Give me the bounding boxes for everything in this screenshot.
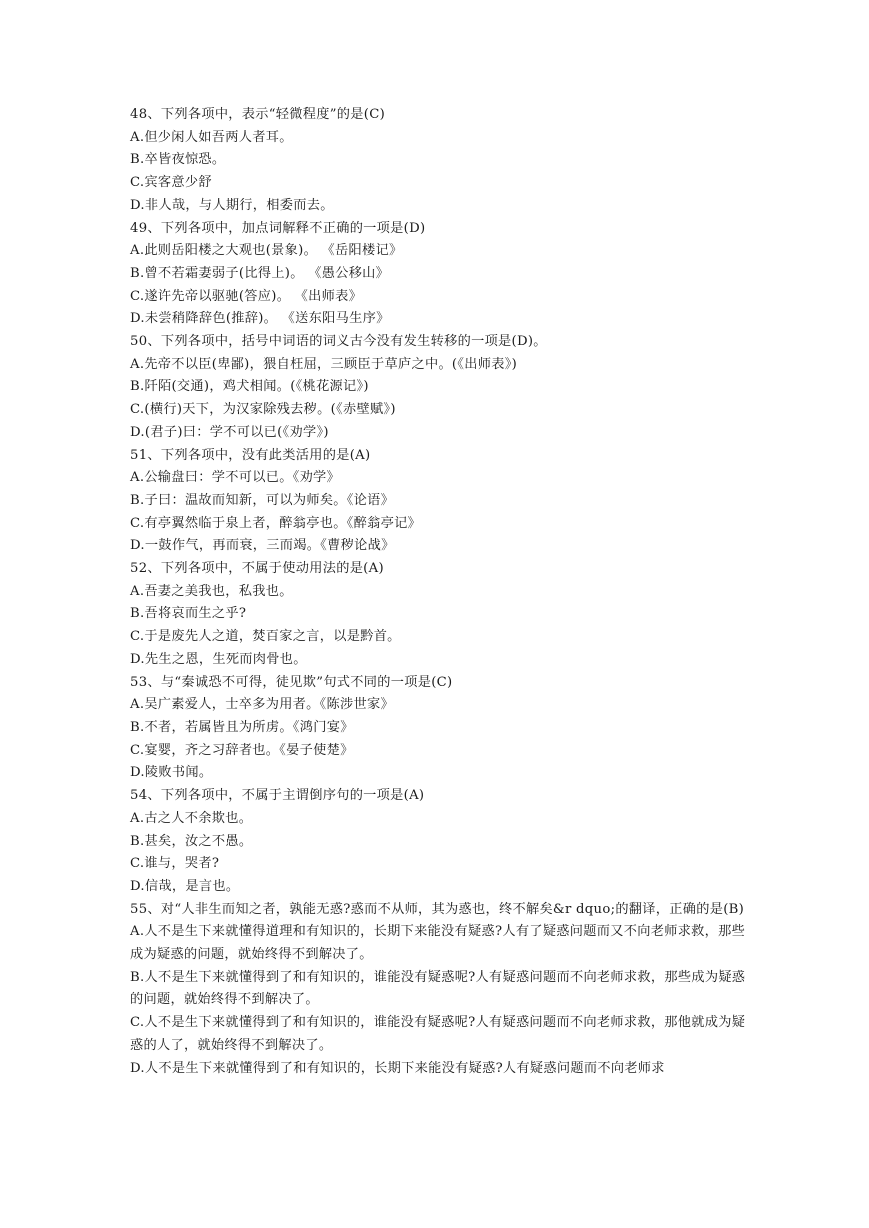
question-52-option-a: A.吾妻之美我也，私我也。 bbox=[130, 583, 293, 599]
question-54-option-a: A.古之人不余欺也。 bbox=[130, 810, 253, 826]
question-52-stem: 52、下列各项中，不属于使动用法的是(A) bbox=[130, 561, 384, 577]
question-54-stem: 54、下列各项中，不属于主谓倒序句的一项是(A) bbox=[130, 788, 425, 804]
question-54-option-b: B.甚矣，汝之不愚。 bbox=[130, 833, 253, 849]
question-48-stem: 48、下列各项中，表示“轻微程度”的是(C) bbox=[130, 107, 386, 122]
question-50-stem: 50、下列各项中，括号中词语的词义古今没有发生转移的一项是(D)。 bbox=[130, 334, 547, 350]
question-text-block bbox=[130, 104, 750, 1080]
question-51-option-a: A.公输盘曰：学不可以已。《劝学》 bbox=[130, 470, 341, 486]
question-49-option-d: D.未尝稍降辞色(推辞)。 《送东阳马生序》 bbox=[130, 311, 390, 327]
question-53-option-d: D.陵败书闻。 bbox=[130, 765, 213, 781]
question-48-option-d: D.非人哉，与人期行，相委而去。 bbox=[130, 197, 334, 213]
question-52-option-d: D.先生之恩，生死而肉骨也。 bbox=[130, 651, 307, 667]
question-48-option-a: A.但少闲人如吾两人者耳。 bbox=[130, 129, 293, 145]
question-50-option-a: A.先帝不以臣(卑鄙)，猥自枉屈，三顾臣于草庐之中。(《出师表》) bbox=[130, 356, 518, 372]
question-51-option-d: D.一鼓作气，再而衰，三而竭。《曹秽论战》 bbox=[130, 538, 395, 554]
question-53-stem: 53、与“秦诚恐不可得，徒见欺”句式不同的一项是(C) bbox=[130, 674, 453, 690]
question-55-option-d: D.人不是生下来就懂得到了和有知识的，长期下来能没有疑惑?人有疑惑问题而不向老师求 bbox=[130, 1060, 665, 1076]
question-55-option-a: A.人不是生下来就懂得道理和有知识的，长期下来能没有疑惑?人有了疑惑问题而又不向老师求救，那些成为疑惑的问题，就始终得不到解决了。 bbox=[130, 924, 746, 963]
question-53-option-a: A.吴广素爱人，士卒多为用者。《陈涉世家》 bbox=[130, 697, 394, 713]
question-49-option-b: B.曾不若霜妻弱子(比得上)。 《愚公移山》 bbox=[130, 265, 390, 281]
question-55-option-b: B.人不是生下来就懂得到了和有知识的，谁能没有疑惑呢?人有疑惑问题而不向老师求救，那些成为疑惑的问题，就始终得不到解决了。 bbox=[130, 969, 746, 1008]
question-54-option-c: C.谁与，哭者? bbox=[130, 856, 220, 872]
question-49-option-c: C.遂许先帝以驱驰(答应)。 《出师表》 bbox=[130, 288, 363, 304]
question-49-option-a: A.此则岳阳楼之大观也(景象)。 《岳阳楼记》 bbox=[130, 243, 403, 259]
question-48-option-b: B.卒皆夜惊恐。 bbox=[130, 152, 226, 168]
question-55-stem: 55、对“人非生而知之者，孰能无惑?惑而不从师，其为惑也，终不解矣&r dquo;的翻译，正确的是(B) bbox=[130, 901, 745, 917]
question-55-option-c: C.人不是生下来就懂得到了和有知识的，谁能没有疑惑呢?人有疑惑问题而不向老师求救，那他就成为疑惑的人了，就始终得不到解决了。 bbox=[130, 1015, 746, 1053]
question-50-option-d: D.(君子)曰：学不可以已(《劝学》) bbox=[130, 424, 329, 440]
question-50-option-c: C.(横行)天下，为汉家除残去秽。(《赤壁赋》) bbox=[130, 402, 396, 418]
question-51-option-c: C.有亭翼然临于泉上者，醉翁亭也。《醉翁亭记》 bbox=[130, 515, 422, 531]
question-53-option-b: B.不者，若属皆且为所虏。《鸿门宴》 bbox=[130, 719, 354, 735]
question-49-stem: 49、下列各项中，加点词解释不正确的一项是(D) bbox=[130, 220, 426, 236]
question-51-stem: 51、下列各项中，没有此类活用的是(A) bbox=[130, 447, 371, 463]
question-50-option-b: B.阡陌(交通)，鸡犬相闻。(《桃花源记》) bbox=[130, 379, 369, 395]
question-48-option-c: C.宾客意少舒 bbox=[130, 175, 212, 191]
question-53-option-c: C.宴婴，齐之习辞者也。《晏子使楚》 bbox=[130, 742, 354, 758]
question-52-option-c: C.于是废先人之道，焚百家之言，以是黔首。 bbox=[130, 629, 401, 645]
question-54-option-d: D.信哉，是言也。 bbox=[130, 878, 240, 894]
question-52-option-b: B.吾将哀而生之乎? bbox=[130, 606, 247, 622]
question-51-option-b: B.子曰：温故而知新，可以为师矣。《论语》 bbox=[130, 492, 395, 508]
